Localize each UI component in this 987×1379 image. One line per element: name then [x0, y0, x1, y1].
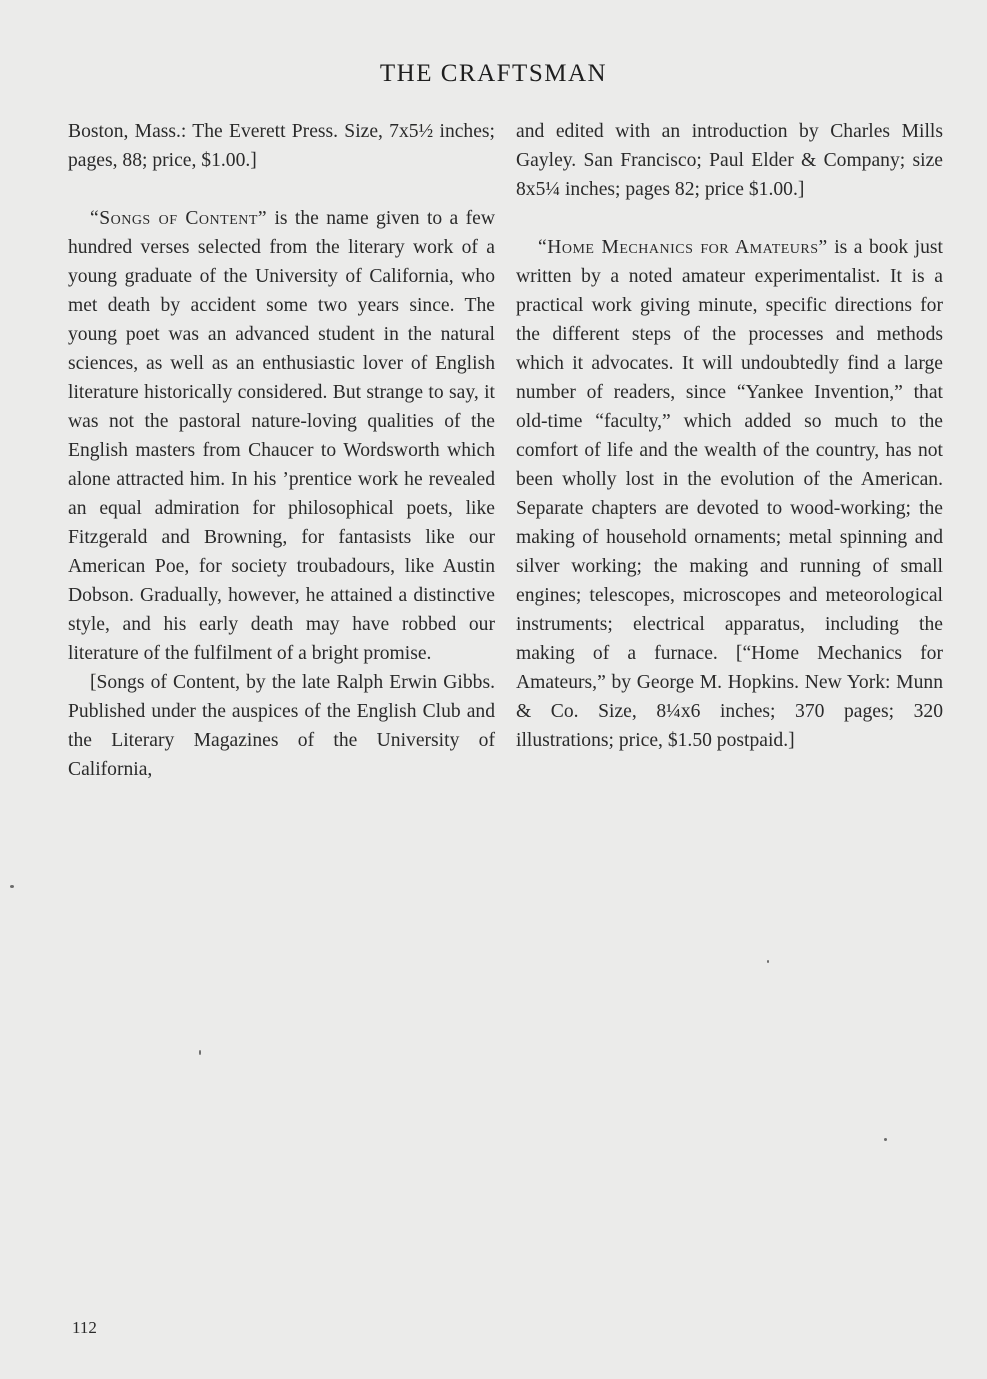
paper-speck: [767, 960, 769, 963]
running-head-title: THE CRAFTSMAN: [379, 60, 608, 87]
paper-speck: [10, 885, 14, 888]
paper-speck: [884, 1138, 887, 1141]
right-citation-end: and edited with an introduction by Charles Mills Gayley. San Francisco; Paul Elder & Company; size 8x5¼ inches; pages 82; price $1.00.]: [516, 121, 943, 200]
page-number: 112: [72, 1318, 97, 1337]
right-column: [516, 117, 943, 755]
paragraph-gap: [68, 175, 495, 204]
home-mechanics-title: “Home Mechanics for Amateurs”: [538, 237, 828, 258]
left-column: [68, 117, 495, 784]
home-mechanics-review: [516, 233, 943, 755]
songs-of-content-title: “Songs of Content”: [90, 208, 268, 229]
home-mechanics-body: is a book just written by a noted amateur experimentalist. It is a practical work giving minute, specific directions for the different steps of the processes and methods which it advocates. It will undoubtedly find a large number of readers, since “Yankee Invention,” that old-time “faculty,” which added so much to the comfort of life and the wealth of the country, has not been wholly lost in the evolution of the American. Separate chapters are devoted to wood-working; the making of household ornaments; metal spinning and silver working; the making and running of small engines; telescopes, microscopes and meteorological instruments; electrical apparatus, including the making of a furnace. [“Home Mechanics for Amateurs,” by George M. Hopkins. New York: Munn & Co. Size, 8¼x6 inches; 370 pages; 320 illustrations; price, $1.50 postpaid.]: [516, 237, 943, 751]
paper-speck: [199, 1050, 201, 1055]
left-citation-start: [Songs of Content, by the late Ralph Erwin Gibbs. Published under the auspices of the English Club and the Literary Magazines of the University of California,: [68, 672, 495, 780]
left-citation-end: Boston, Mass.: The Everett Press. Size, 7x5½ inches; pages, 88; price, $1.00.]: [68, 121, 495, 171]
songs-of-content-review: [68, 204, 495, 668]
songs-of-content-body: is the name given to a few hundred verses selected from the literary work of a young graduate of the University of California, who met death by accident some two years since. The young poet was an advanced student in the natural sciences, as well as an enthusiastic lover of English literature historically considered. But strange to say, it was not the pastoral nature-loving qualities of the English masters from Chaucer to Wordsworth which alone attracted him. In his ’prentice work he revealed an equal admiration for philosophical poets, like Fitzgerald and Browning, for fantasists like our American Poe, for society troubadours, like Austin Dobson. Gradually, however, he attained a distinctive style, and his early death may have robbed our literature of the fulfilment of a bright promise.: [68, 208, 495, 664]
paragraph-gap: [516, 204, 943, 233]
